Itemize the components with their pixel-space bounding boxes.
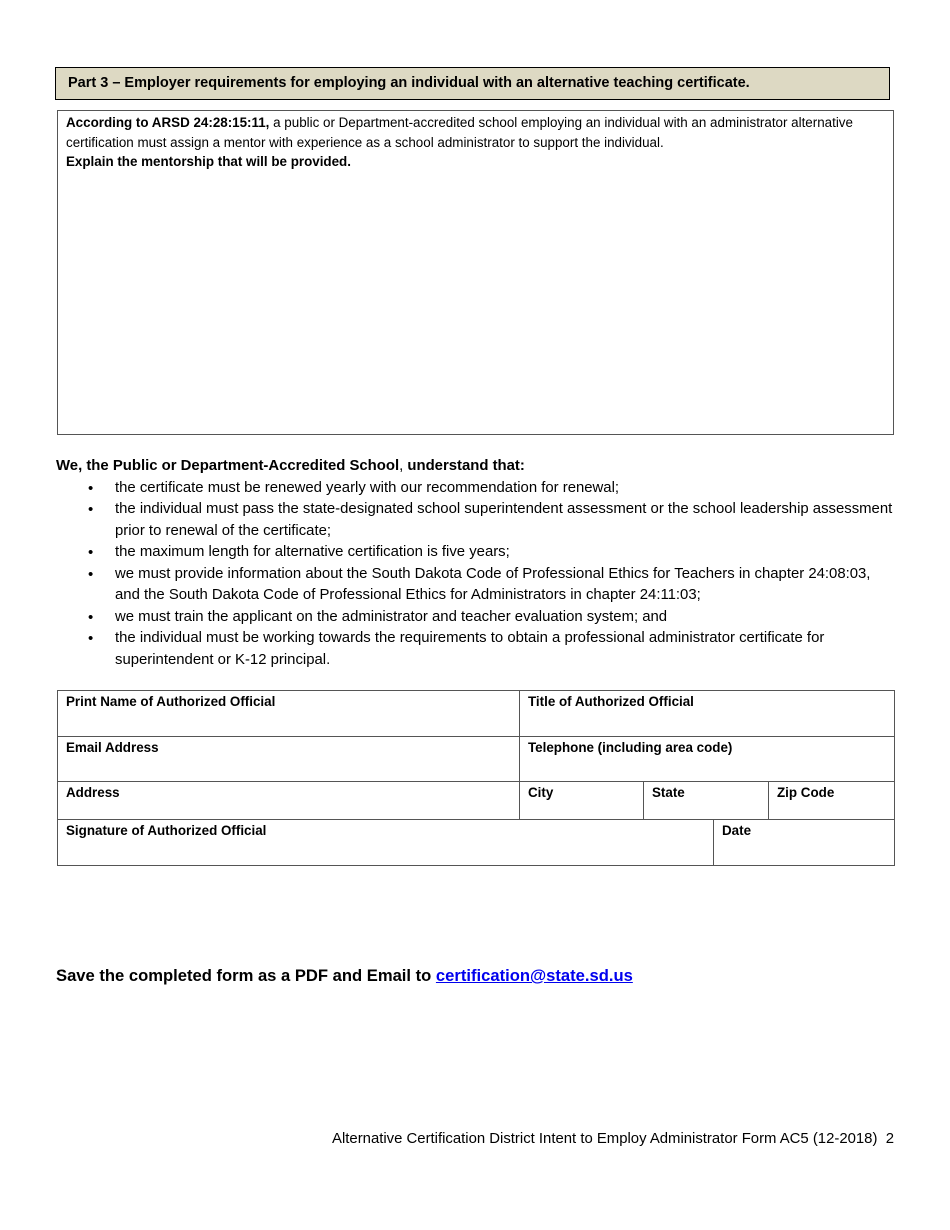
- intro-comma: ,: [399, 458, 404, 474]
- form-name: Alternative Certification District Intent to Employ Administrator Form AC5 (12-2018): [332, 1131, 878, 1147]
- intro-school-label: We, the Public or Department-Accredited School: [56, 458, 400, 474]
- submission-instruction: [56, 966, 633, 986]
- mentor-requirement-text: a public or Department-accredited school employing an individual with an administrator alternative certification must assign a mentor with experience as a school administrator to support the individual.: [66, 115, 853, 150]
- list-item: • the maximum length for alternative certification is five years;: [56, 542, 896, 564]
- date-field[interactable]: Date: [714, 820, 895, 866]
- page-number: 2: [885, 1131, 894, 1147]
- page-footer: [332, 1131, 894, 1147]
- understanding-intro: [56, 456, 896, 478]
- print-name-field[interactable]: Print Name of Authorized Official: [58, 691, 520, 737]
- address-field[interactable]: Address: [58, 782, 520, 820]
- submission-text: Save the completed form as a PDF and Email to: [56, 966, 436, 985]
- list-item: • the certificate must be renewed yearly with our recommendation for renewal;: [56, 478, 896, 500]
- part3-header: Part 3 – Employer requirements for employing an individual with an alternative teaching certificate.: [55, 67, 890, 100]
- list-item: • the individual must be working towards the requirements to obtain a professional administrator certificate for superintendent or K-12 principal.: [56, 628, 896, 671]
- mentorship-prompt: Explain the mentorship that will be provided.: [66, 154, 351, 169]
- list-item: • we must train the applicant on the administrator and teacher evaluation system; and: [56, 607, 896, 629]
- requirements-list: [56, 478, 896, 672]
- email-field[interactable]: Email Address: [58, 737, 520, 782]
- state-field[interactable]: State: [644, 782, 769, 820]
- list-item: • we must provide information about the South Dakota Code of Professional Ethics for Teachers in chapter 24:08:03, and the South Dakota Code of Professional Ethics for Administrators in chapter 24:11:03;: [56, 564, 896, 607]
- signature-field[interactable]: Signature of Authorized Official: [58, 820, 714, 866]
- city-field[interactable]: City: [520, 782, 644, 820]
- arsd-citation: According to ARSD 24:28:15:11,: [66, 115, 270, 130]
- mentorship-field[interactable]: [57, 110, 894, 435]
- title-field[interactable]: Title of Authorized Official: [520, 691, 895, 737]
- understanding-section: [56, 456, 896, 671]
- certification-email-link[interactable]: certification@state.sd.us: [435, 966, 633, 985]
- telephone-field[interactable]: Telephone (including area code): [520, 737, 895, 782]
- intro-understand-label: understand that:: [403, 458, 525, 474]
- zip-code-field[interactable]: Zip Code: [769, 782, 895, 820]
- official-info-table: [57, 690, 895, 866]
- list-item: • the individual must pass the state-designated school superintendent assessment or the school leadership assessment prior to renewal of the certificate;: [56, 499, 896, 542]
